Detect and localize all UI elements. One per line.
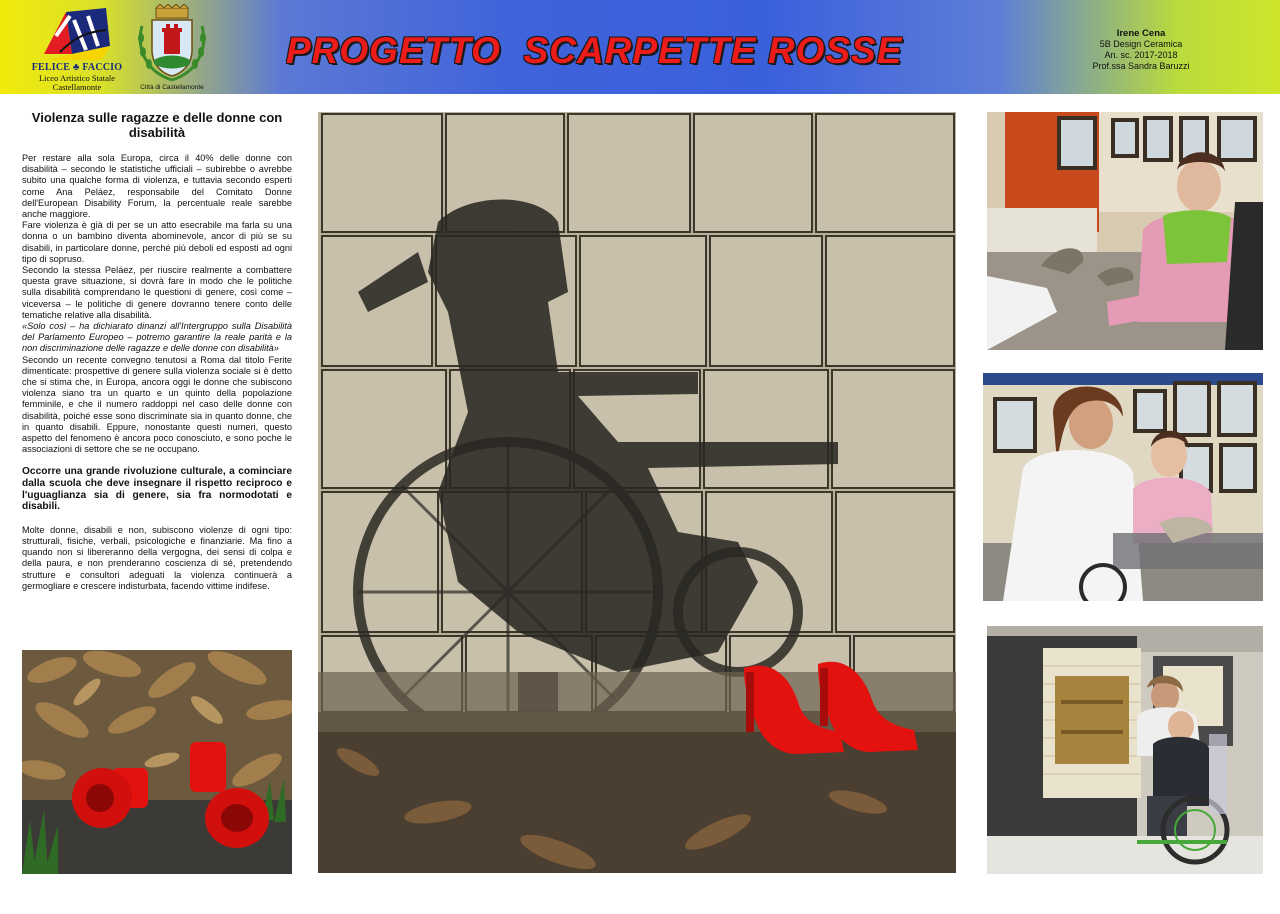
school-name: FELICE ♣ FACCIO [31, 62, 123, 73]
article-paragraph-3: Secondo la stessa Peláez, per riuscire realmente a combattere questa grave situazione, si dovrà fare in modo che le politiche sulla disabilità comprendano le questioni di genere, così come – viceversa – le politiche di genere dovranno tenere conto delle tematiche relative alla disabilità. [22, 265, 292, 320]
city-crest-icon [134, 4, 210, 84]
school-type: Liceo Artistico Statale [38, 73, 115, 83]
page-title: PROGETTO SCARPETTE ROSSE [286, 30, 903, 71]
photo-workshop-student-table [987, 112, 1263, 350]
photo-workshop-teacher-student [983, 373, 1263, 601]
header-banner [0, 0, 1280, 94]
school-town: Castellamonte [52, 82, 102, 92]
article [22, 110, 292, 592]
photo-red-shoes-leaves [22, 650, 292, 874]
photo-workshop-kiln [987, 626, 1263, 874]
city-logo [130, 4, 214, 92]
credits [1076, 28, 1206, 72]
city-caption: Città di Castellamonte [140, 84, 204, 91]
credits-teacher: Prof.ssa Sandra Baruzzi [1092, 61, 1190, 71]
article-paragraph-4: Secondo un recente convegno tenutosi a Roma dal titolo Ferite dimenticate: prospettive di genere sulla violenza sociale si è detto che si stima che, in Europa, ancora oggi le donne che subiscono violenza siano tra un quarto e un quinto della popolazione femminile, e che il numero raddoppi nel caso delle donne con disabilità, poiché esse sono discriminate sia in quanto donne, che in quanto disabili. Eppure, nonostante questi numeri, questo aspetto del fenomeno è ancora poco conosciuto, e sono poche le associazioni di settore che se ne occupano. [22, 354, 292, 455]
article-paragraph-5: Molte donne, disabili e non, subiscono violenze di ogni tipo: strutturali, fisiche, verbali, psicologiche e finanziarie. Ma fino a quando non si libereranno della vergogna, dei sensi di colpa e della paura, e non prenderanno coscienza di sé, pretendendo strutture e consultori adeguati la violenza continuerà a germogliare e crescere indisturbata, facendo vittime indifese. [22, 524, 292, 591]
school-logo [22, 6, 132, 90]
article-paragraph-2: Fare violenza è già di per se un atto esecrabile ma farla su una donna o un bambino diventa abominevole, ancor di più se su disabili, in particolare donne, perché più deboli ed esposti ad ogni tipo di sopruso. [22, 220, 292, 264]
credits-class: 5B Design Ceramica [1099, 39, 1183, 49]
school-logo-icon [36, 6, 116, 62]
credits-author: Irene Cena [1116, 28, 1166, 39]
article-paragraph-1: Per restare alla sola Europa, circa il 40% delle donne con disabilità – secondo le statistiche ufficiali – subirebbe o avrebbe subito una qualche forma di violenza, e tuttavia secondo esperti come Ana Peláez, responsabile del Comitato Donne dell'European Disability Forum, la percentuale reale sarebbe anche maggiore. [22, 153, 292, 220]
article-quote: «Solo così – ha dichiarato dinanzi all'Intergruppo sulla Disabilità del Parlamento Europeo – potremo garantire la reale parità e la non discriminazione delle ragazze e delle donne con disabilità» [22, 321, 292, 354]
article-heading: Violenza sulle ragazze e delle donne con disabilità [31, 110, 283, 140]
article-highlight: Occorre una grande rivoluzione culturale, a cominciare dalla scuola che deve insegnare il rispetto reciproco e l'uguaglianza sia di genere, sia fra normodotati e disabili. [22, 466, 292, 513]
credits-year: An. sc. 2017-2018 [1104, 50, 1178, 60]
photo-wheelchair-shadow [318, 112, 956, 873]
